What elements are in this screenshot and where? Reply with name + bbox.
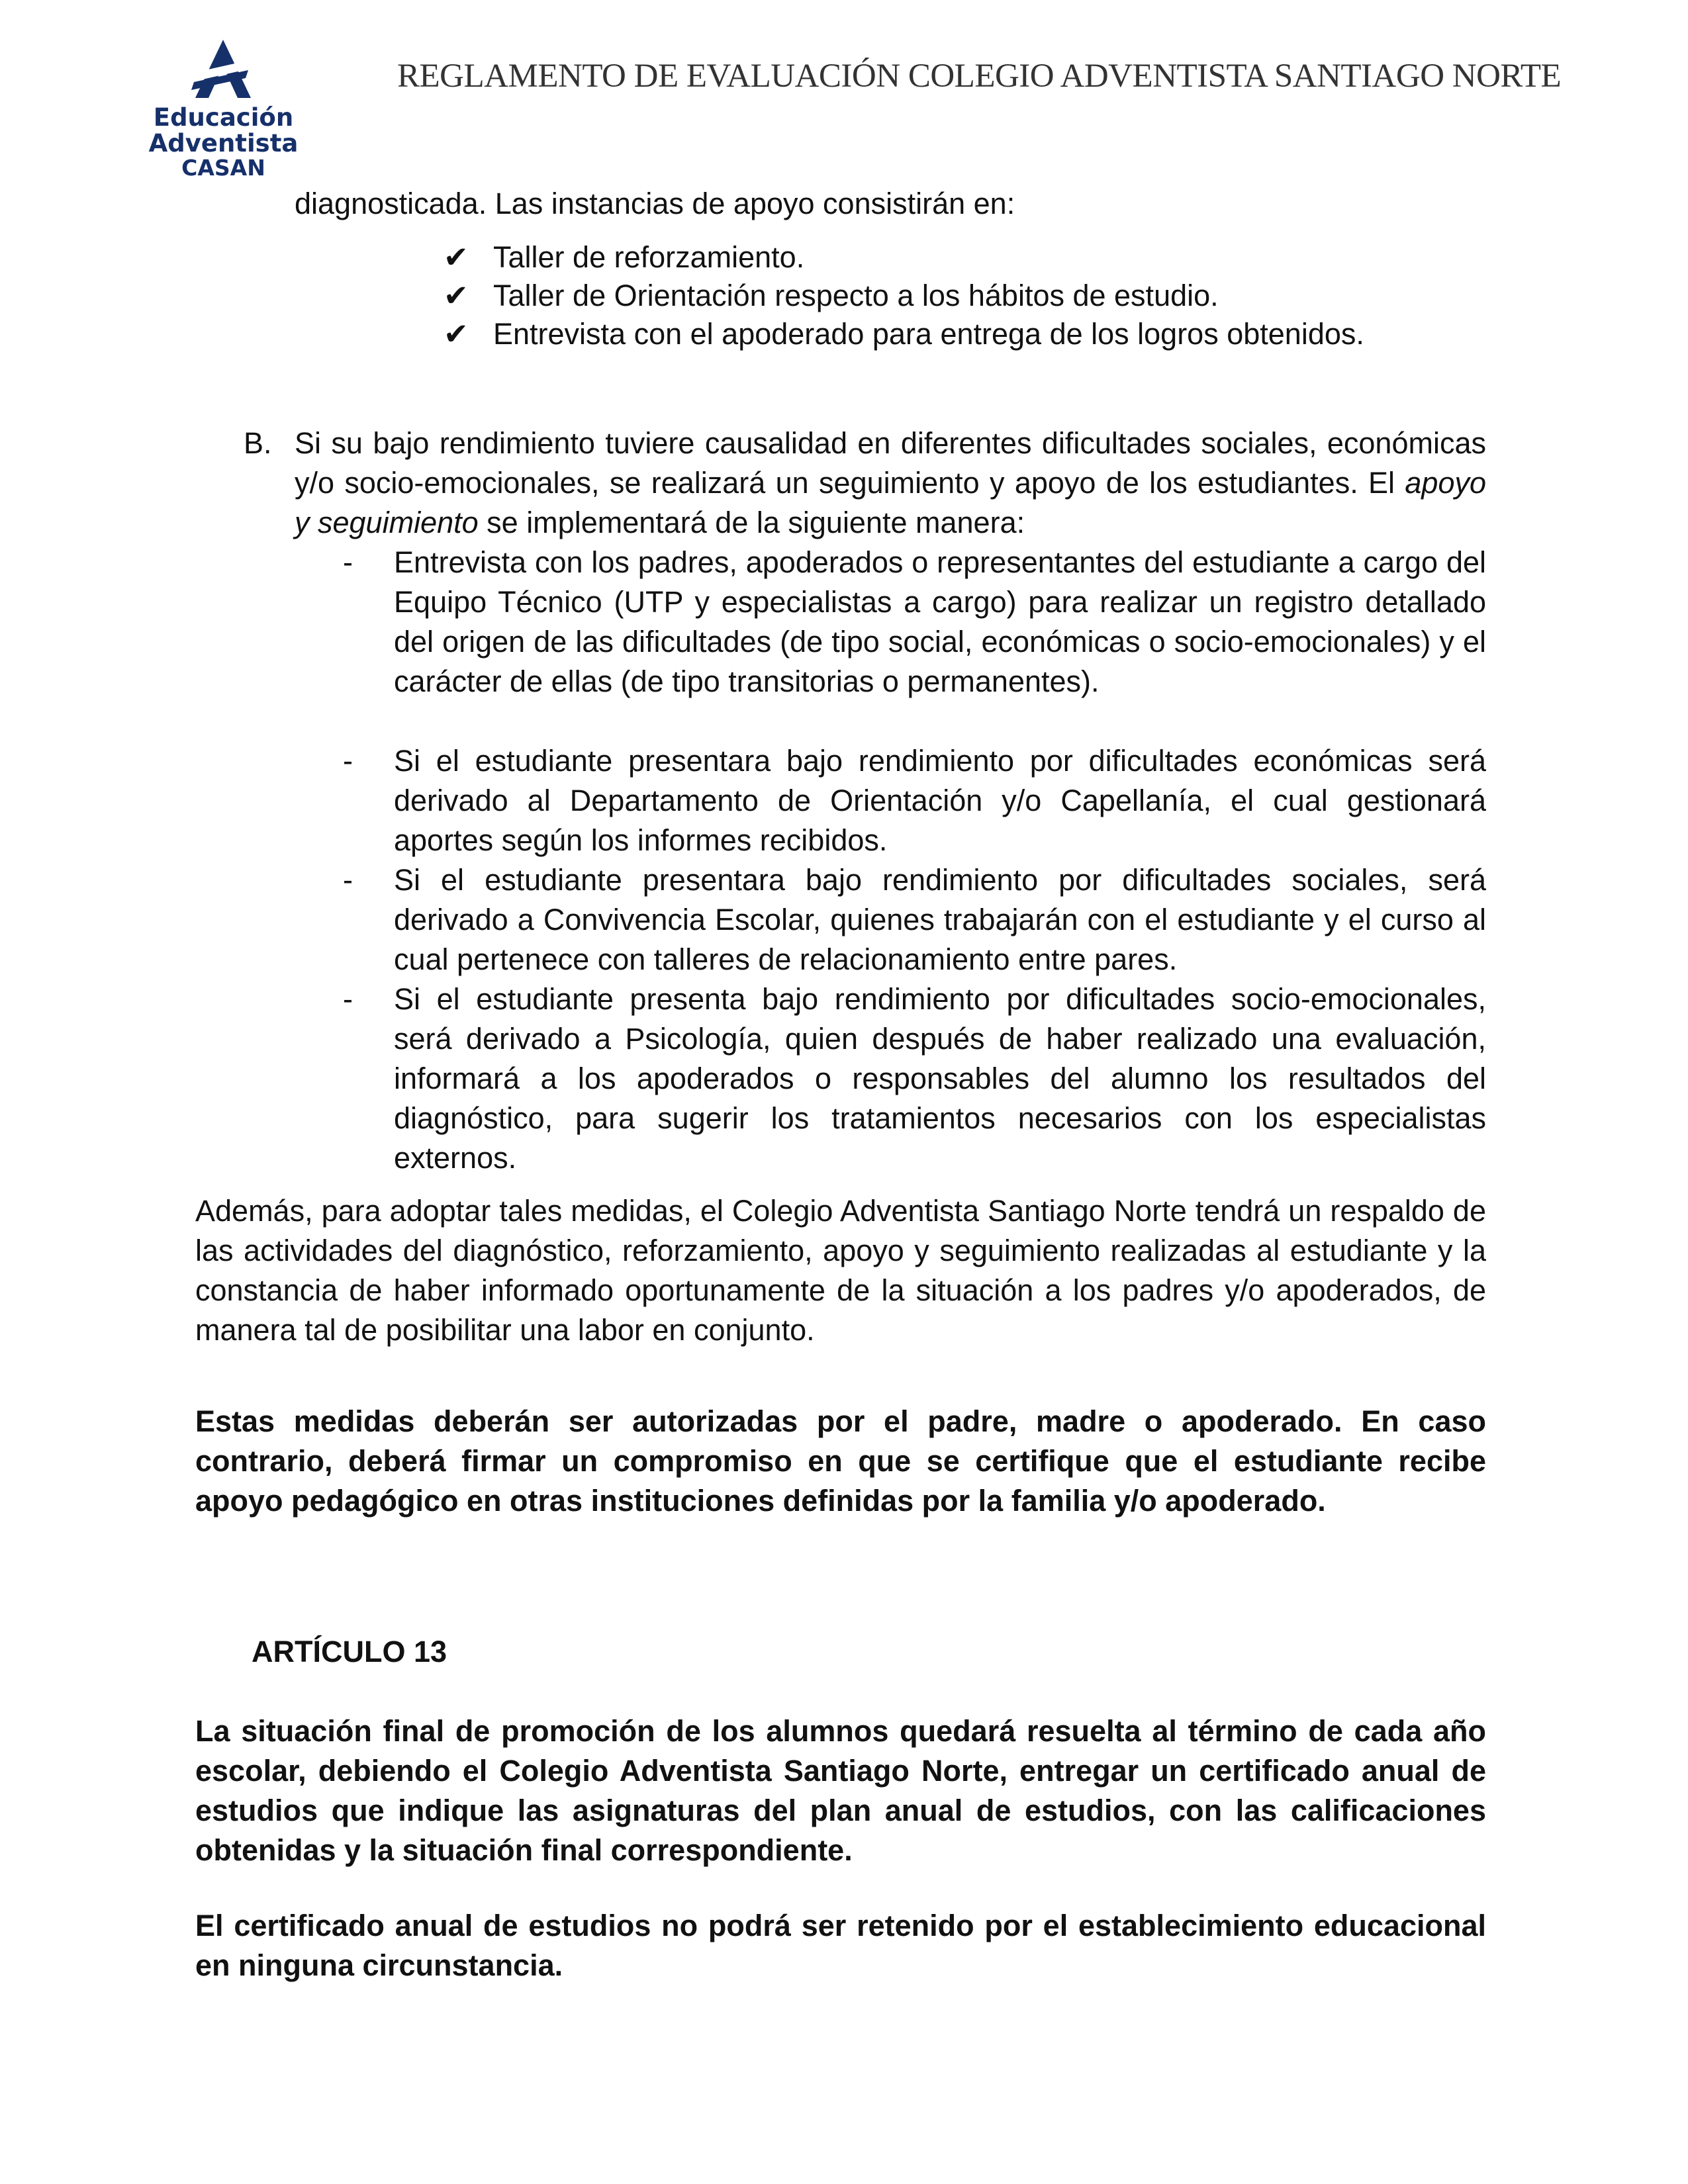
check-list-item xyxy=(444,238,804,277)
check-item-text: Entrevista con el apoderado para entrega de los logros obtenidos. xyxy=(493,317,1364,351)
check-item-text: Taller de Orientación respecto a los hábitos de estudio. xyxy=(493,279,1219,312)
dash-marker: - xyxy=(343,982,353,1016)
paragraph-bold-medidas: Estas medidas deberán ser autorizadas por el padre, madre o apoderado. En caso contrario, deberá firmar un compromiso en que se certifique que el estudiante recibe apoyo pedagógico en otras instituciones definidas por la familia y/o apoderado. xyxy=(195,1404,1486,1518)
check-mark-icon: ✔ xyxy=(444,316,469,351)
casan-logo-icon xyxy=(190,38,256,99)
paragraph-ademas: Además, para adoptar tales medidas, el Colegio Adventista Santiago Norte tendrá un respaldo de las actividades del diagnóstico, reforzamiento, apoyo y seguimiento realizadas al estudiante y la constancia de haber informado oportunamente de la situación a los padres y/o apoderados, de manera tal de posibilitar una labor en conjunto. xyxy=(195,1194,1486,1347)
section-b-list-item: Si el estudiante presenta bajo rendimiento por dificultades socio-emocionales, será derivado a Psicología, quien después de haber realizado una evaluación, informará a los apoderados o responsables del alumno los resultados del diagnóstico, para sugerir los tratamientos necesarios con los especialistas externos. xyxy=(394,982,1486,1175)
section-b-text-italic: apoyo y seguimiento xyxy=(295,466,1486,539)
logo-text-line-3: CASAN xyxy=(181,155,265,181)
section-b-paragraph xyxy=(295,424,1486,543)
section-b-list-item: Si el estudiante presentara bajo rendimiento por dificultades sociales, será derivado a Convivencia Escolar, quienes trabajarán con el estudiante y el curso al cual pertenece con talleres de relacionamiento entre pares. xyxy=(394,863,1486,976)
check-mark-icon: ✔ xyxy=(444,278,469,313)
dash-marker: - xyxy=(343,545,353,579)
section-b-marker: B. xyxy=(244,426,272,460)
dash-marker: - xyxy=(343,744,353,778)
check-item-text: Taller de reforzamiento. xyxy=(493,240,805,274)
section-b-list-item: Entrevista con los padres, apoderados o representantes del estudiante a cargo del Equipo Técnico (UTP y especialistas a cargo) para realizar un registro detallado del origen de las dificultades (de tipo social, económicas o socio-emocionales) y el carácter de ellas (de tipo transitorias o permanentes). xyxy=(394,545,1486,698)
logo-text-line-1: Educación xyxy=(153,103,294,132)
intro-line: diagnosticada. Las instancias de apoyo consistirán en: xyxy=(295,187,1015,220)
document-header-title: REGLAMENTO DE EVALUACIÓN COLEGIO ADVENTISTA SANTIAGO NORTE xyxy=(397,58,1562,95)
article-heading: ARTÍCULO 13 xyxy=(252,1635,447,1668)
dash-marker: - xyxy=(343,863,353,897)
article-paragraph-1: La situación final de promoción de los alumnos quedará resuelta al término de cada año escolar, debiendo el Colegio Adventista Santiago Norte, entregar un certificado anual de estudios que indique las asignaturas del plan anual de estudios, con las calificaciones obtenidas y la situación final correspondiente. xyxy=(195,1714,1486,1867)
logo-text-line-2: Adventista xyxy=(148,129,299,158)
article-paragraph-2: El certificado anual de estudios no podrá ser retenido por el establecimiento educacional en ninguna circunstancia. xyxy=(195,1909,1486,1982)
section-b-text-before: Si su bajo rendimiento tuviere causalidad en diferentes dificultades sociales, económicas y/o socio-emocionales, se realizará un seguimiento y apoyo de los estudiantes. El xyxy=(295,426,1486,500)
check-list-item xyxy=(444,315,1364,353)
header-logo xyxy=(142,38,305,181)
check-list-item xyxy=(444,277,1219,315)
section-b-text-after: se implementará de la siguiente manera: xyxy=(478,506,1025,539)
check-mark-icon: ✔ xyxy=(444,240,469,275)
section-b-list-item: Si el estudiante presentara bajo rendimiento por dificultades económicas será derivado al Departamento de Orientación y/o Capellanía, el cual gestionará aportes según los informes recibidos. xyxy=(394,744,1486,857)
